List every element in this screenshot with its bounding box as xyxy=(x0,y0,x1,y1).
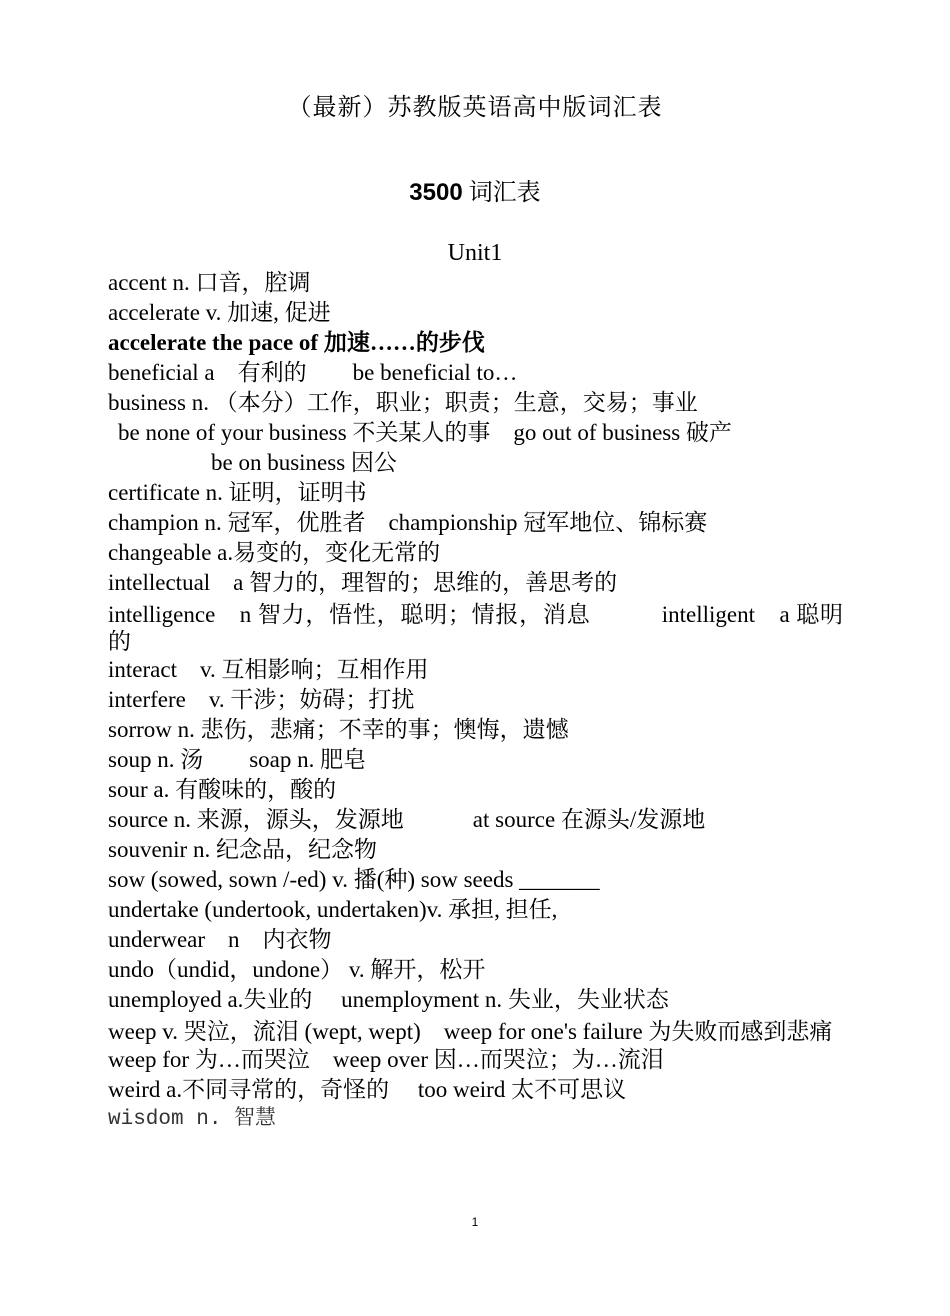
vocab-entry-source: source n. 来源，源头，发源地 at source 在源头/发源地 xyxy=(108,807,706,832)
subtitle-number: 3500 xyxy=(409,179,463,206)
vocab-entry-unemployed: unemployed a.失业的 unemployment n. 失业，失业状态 xyxy=(108,987,669,1012)
vocab-entry-intellectual: intellectual a 智力的，理智的；思维的，善思考的 xyxy=(108,570,618,595)
vocab-entry-changeable: changeable a.易变的，变化无常的 xyxy=(108,540,441,565)
vocab-entry-champion: champion n. 冠军，优胜者 championship 冠军地位、锦标赛 xyxy=(108,510,708,535)
vocab-entry-on-business: be on business 因公 xyxy=(211,450,397,475)
vocab-entry-soup: soup n. 汤 soap n. 肥皂 xyxy=(108,747,367,772)
vocab-entry-weep-for: weep for 为…而哭泣 weep over 因…而哭泣；为…流泪 xyxy=(108,1047,664,1072)
vocab-entry-undo: undo（undid，undone） v. 解开，松开 xyxy=(108,957,486,982)
vocab-entry-accelerate: accelerate v. 加速, 促进 xyxy=(108,300,331,325)
vocab-entry-accelerate-pace: accelerate the pace of 加速……的步伐 xyxy=(108,330,485,355)
vocab-entry-accent: accent n. 口音，腔调 xyxy=(108,270,311,295)
document-title: （最新）苏教版英语高中版词汇表 xyxy=(287,95,663,121)
vocab-entry-business-phrases: be none of your business 不关某人的事 go out of business 破产 xyxy=(118,420,732,445)
vocab-entry-beneficial: beneficial a 有利的 be beneficial to… xyxy=(108,360,518,385)
vocab-entry-underwear: underwear n 内衣物 xyxy=(108,927,332,952)
vocab-entry-souvenir: souvenir n. 纪念品，纪念物 xyxy=(108,837,377,862)
vocabulary-list xyxy=(108,268,843,1135)
vocab-entry-wisdom: wisdom n. 智慧 xyxy=(108,1108,277,1131)
vocab-entry-interact: interact v. 互相影响；互相作用 xyxy=(108,657,429,682)
vocab-entry-undertake: undertake (undertook, undertaken)v. 承担, 担任, xyxy=(108,897,558,922)
vocab-entry-weep: weep v. 哭泣，流泪 (wept, wept) weep for one's failure 为失败而感到悲痛 xyxy=(108,1019,833,1044)
vocab-entry-sorrow: sorrow n. 悲伤，悲痛；不幸的事；懊悔，遗憾 xyxy=(108,717,569,742)
page-number: 1 xyxy=(471,1215,479,1229)
vocab-entry-weird: weird a.不同寻常的，奇怪的 too weird 太不可思议 xyxy=(108,1077,627,1102)
vocabulary-subtitle xyxy=(0,177,950,209)
vocab-entry-sow: sow (sowed, sown /-ed) v. 播(种) sow seeds _______ xyxy=(108,867,600,892)
unit-heading: Unit1 xyxy=(447,240,503,266)
vocab-entry-business: business n. （本分）工作，职业；职责；生意，交易；事业 xyxy=(108,390,698,415)
vocab-entry-interfere: interfere v. 干涉；妨碍；打扰 xyxy=(108,687,415,712)
vocab-entry-certificate: certificate n. 证明，证明书 xyxy=(108,480,367,505)
subtitle-text: 词汇表 xyxy=(462,180,541,206)
vocab-entry-sour: sour a. 有酸味的，酸的 xyxy=(108,777,337,802)
vocab-entry-intelligence: intelligence n 智力，悟性，聪明；情报，消息 intelligent a 聪明的 xyxy=(108,602,843,654)
